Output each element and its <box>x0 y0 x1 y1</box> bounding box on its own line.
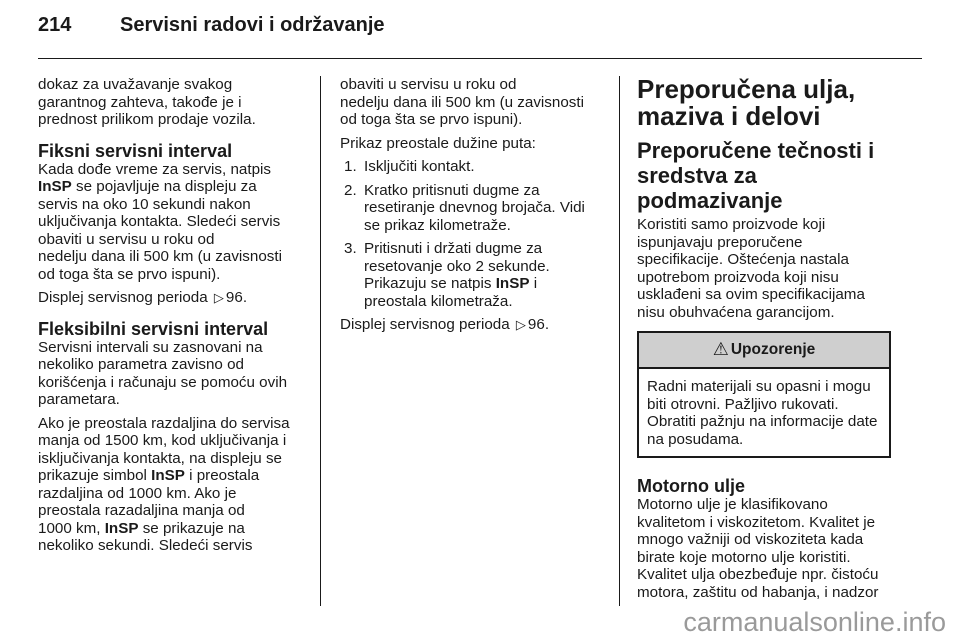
fluids-paragraph: Koristiti samo proizvode koji ispunjavaju preporučene specifikacije. Oštećenja nastala upotrebom proizvoda koji nisu usklađeni sa ovim specifikacijama nisu obuhvaćena garancijom. <box>637 216 865 321</box>
engine-oil-paragraph: Motorno ulje je klasifikovano kvalitetom i viskozitetom. Kvalitet je mnogo važniji od viskoziteta kada birate koje motorno ulje koristiti. Kvalitet ulja obezbeđuje npr. čistoću motora, zaštitu od habanja, i nadzor <box>637 496 879 601</box>
list-item: 3. Pritisnuti i držati dugme za resetovanje oko 2 sekunde. Prikazuju se natpis InSP i preostala kilometraža. <box>344 240 550 310</box>
warning-box <box>637 331 891 458</box>
list-item: 2. Kratko pritisnuti dugme za resetiranje dnevnog brojača. Vidi se prikaz kilometraže. <box>344 181 585 234</box>
column-1 <box>38 76 306 555</box>
flexible-interval-paragraph-1: Servisni intervali su zasnovani na nekoliko parametra zavisno od korišćenja i računaju se pomoću ovih parametara. <box>38 338 288 408</box>
heading-engine-oil: Motorno ulje <box>637 476 745 496</box>
page-header <box>38 14 922 54</box>
page-ref-link[interactable]: 96. <box>225 289 248 306</box>
column-2 <box>340 76 602 340</box>
header-rule <box>38 58 922 59</box>
subsection-heading-fluids: Preporučene tečnosti i sredstva za podmazivanje <box>637 138 875 213</box>
insp-symbol: InSP <box>495 275 530 292</box>
list-item: 1. Isključiti kontakt. <box>344 158 475 175</box>
remaining-distance-intro: Prikaz preostale dužine puta: <box>340 134 536 152</box>
page-ref-arrow-icon: ▷ <box>213 290 224 305</box>
insp-symbol: InSP <box>104 519 139 537</box>
heading-flexible-interval: Fleksibilni servisni interval <box>38 318 269 339</box>
fixed-interval-paragraph: Kada dođe vreme za servis, natpis InSP se pojavljuje na displeju za servis na oko 10 sekundi nakon uključivanja kontakta. Sledeći servis obaviti u servisu u roku od nedelju dana ili 500 km (u zavisnosti od toga šta se prvo ispuni). <box>38 160 282 283</box>
continued-paragraph: obaviti u servisu u roku od nedelju dana ili 500 km (u zavisnosti od toga šta se prvo ispuni). <box>340 76 584 128</box>
intro-paragraph: dokaz za uvažavanje svakog garantnog zahteva, takođe je i prednost prilikom prodaje vozila. <box>38 76 256 128</box>
page-ref-link[interactable]: 96. <box>527 316 550 333</box>
heading-fixed-interval: Fiksni servisni interval <box>38 140 233 161</box>
page-title: Servisni radovi i održavanje <box>120 14 385 36</box>
service-display-ref-1: Displej servisnog perioda ▷ 96. <box>38 289 248 306</box>
insp-symbol: InSP <box>151 467 185 484</box>
insp-symbol: InSP <box>38 178 72 195</box>
section-heading-oils: Preporučena ulja, maziva i delovi <box>637 74 856 131</box>
column-3 <box>637 76 907 601</box>
column-divider-2 <box>619 76 620 606</box>
warning-header <box>639 333 889 369</box>
service-display-ref-2: Displej servisnog perioda ▷ 96. <box>340 316 550 333</box>
column-divider-1 <box>320 76 321 606</box>
warning-text: Radni materijali su opasni i mogu biti otrovni. Pažljivo rukovati. Obratiti pažnju na informacije date na posudama. <box>647 378 878 448</box>
flexible-interval-paragraph-2: Ako je preostala razdaljina do servisa manja od 1500 km, kod uključivanja i isključivanja kontakta, na displeju se prikazuje simbol InSP i preostala razdaljina od 1000 km. Ako je preostala razadaljina manja od 1000 km, InSP se prikazuje na nekoliko sekundi. Sledeći servis <box>38 414 290 554</box>
page-number: 214 <box>38 14 72 36</box>
page-ref-arrow-icon: ▷ <box>515 317 526 332</box>
watermark: carmanualsonline.info <box>683 607 946 637</box>
warning-icon: ⚠ <box>712 339 729 360</box>
steps-list <box>340 158 602 310</box>
warning-title: Upozorenje <box>730 341 816 359</box>
